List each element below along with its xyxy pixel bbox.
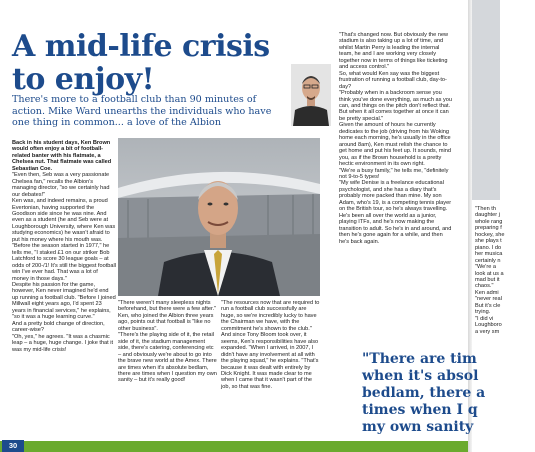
right-column-line: she plays t <box>475 238 502 245</box>
standfirst: There's more to a football club than 90 minutes of action. Mike Ward unearths the individuals who have one thing in common... a love of the Albion <box>12 94 272 129</box>
pull-quote-line: times when I q <box>362 402 478 418</box>
right-column-line: her musica <box>475 251 503 258</box>
right-page-photo <box>472 0 500 200</box>
right-column-line: hockey, she <box>475 231 505 238</box>
article-paragraph: "My wife Denise is a freelance educational psychologist, and she has a diary that's probably more packed than mine. My son Adam, who's 19, is a competing tennis player on the British tour, so he's always travelling. He's been all over the world as a junior, playing ITFs, and he's now making the transition to adult. So he's in and around, and then he's gone again for a while, and then he's back again. <box>339 180 452 245</box>
article-paragraph: Despite his passion for the game, however, Ken never imagined he'd end up running a football club. "Before I joined Millwall eight years ago, I'd spent 23 years in financial services," he explains, "so it was a huge learning curve." <box>12 281 116 321</box>
right-column-line: But it's cle <box>475 302 501 309</box>
article-paragraph: So, what would Ken say was the biggest frustration of running a football club, day-to-day? <box>339 70 447 90</box>
right-column-line: "never real <box>475 296 502 303</box>
article-paragraph: "There's the playing side of it, the retail side of it, the stadium management side, there's catering, conferencing etc – and obviously we're about to go into the brave new world at the Amex. There are times when it's absolute bedlam, there are times when I question my own sanity – but it's really good! <box>118 332 217 384</box>
page-number: 30 <box>2 440 24 452</box>
article-paragraph: "Probably when in a backroom sense you think you've done everything, as much as you can, and things on the pitch don't reflect that. But when it all comes together at once it can be pretty special." <box>339 90 453 122</box>
right-column-line: trying. <box>475 309 491 316</box>
right-column-line: "Then th <box>475 206 496 212</box>
ken-brown-portrait-image <box>118 138 320 296</box>
right-column-line: whole rang <box>475 218 503 225</box>
right-column-line: daughter j <box>475 212 500 219</box>
headline-line-1: A mid-life crisis <box>12 29 270 64</box>
article-paragraph: Given the amount of hours he currently dedicates to the job (driving from his Woking home each morning, he's usually in the office around 8am), Ken must relish the chance to get home and put his feet up. It sounds, mind you, as if the Brown household is a pretty hectic environment in its own right. <box>339 122 451 168</box>
right-column-line: look at us a <box>475 270 504 277</box>
article-paragraph: And a pretty bold change of direction, career-wise? <box>12 320 105 334</box>
article-paragraph: Ken was, and indeed remains, a proud Evertonian, having supported the Goodison side since he was nine. And even as a student (he and Seb were at Loughborough University, where Ken was studying economics) he wasn't afraid to put his money where his mouth was. <box>12 198 116 243</box>
right-column-line: chaos." <box>475 283 494 290</box>
article-paragraph: "The resources now that are required to run a football club successfully are huge, so we're incredibly lucky to have the Chairman we have, with the commitment he's shown to the club." <box>221 300 320 332</box>
article-paragraph: "There weren't many sleepless nights beforehand, but there were a few after." <box>118 300 217 313</box>
right-column-line: a very sm <box>475 328 500 335</box>
footer-bar <box>0 441 468 452</box>
article-paragraph: "That's changed now. But obviously the new stadium is also taking up a lot of time, and whilst Martin Perry is leading the internal team, he and I are working very closely together now in terms of things like ticketing and access control." <box>339 32 449 71</box>
article-paragraph: "Before the season started in 1977," he tells me, "I staked £1 on our striker Bob Latchford to score 30 league goals – at odds of 200-/1! It's still the biggest football win I've ever had. That was a lot of money in those days." <box>12 243 116 282</box>
pull-quote-line: bedlam, there a <box>362 385 486 401</box>
pull-quote-line: my own sanity <box>362 419 474 435</box>
article-paragraph: "Even then, Seb was a very passionate Chelsea fan," recalls the Albion's managing director, "so we certainly had our debates!" <box>12 172 110 198</box>
article-column-2 <box>118 300 218 384</box>
article-column-1 <box>12 140 116 353</box>
main-photo <box>118 138 320 296</box>
right-column-line: preparing f <box>475 225 502 232</box>
pull-quote-line: "There are tim <box>362 351 477 367</box>
right-column-line: "I did vi <box>475 315 494 322</box>
article-paragraph: Ken, who joined the Albion three years ago, points out that football is "like no other business". <box>118 312 214 332</box>
article-paragraph: "We're a busy family," he tells me, "definitely not 9-to-5 types! <box>339 167 449 180</box>
right-page <box>472 0 505 452</box>
right-column-line: mad but it <box>475 276 500 283</box>
article-paragraph: And since Tony Bloom took over, it seems, Ken's responsibilities have also expanded. "When I arrived, in 2007, I didn't have any involvement at all with the playing squad," he explains. "That's because it was dealt with entirely by Dick Knight. It was made clear to me when I came that it wasn't part of the job, so that was fine. <box>221 332 319 390</box>
article-intro: Back in his student days, Ken Brown would often enjoy a bit of football-related banter with his flatmate, a Chelsea nut. That flatmate was called Sebastian Coe. <box>12 140 112 172</box>
right-column-line: piano. I do <box>475 244 502 251</box>
right-page-column <box>475 206 535 335</box>
right-column-line: "We're a <box>475 264 496 271</box>
pull-quote-line: when it's absol <box>362 368 479 384</box>
headline <box>12 30 312 96</box>
right-column-line: Ken admi <box>475 289 499 296</box>
author-photo <box>291 64 331 126</box>
article-paragraph: "Oh, yes," he agrees. "It was a chasmic leap – a huge, huge change. I joke that it was my mid-life crisis! <box>12 333 114 353</box>
right-column-line: certainly n <box>475 257 501 264</box>
article-column-3 <box>221 300 321 390</box>
headline-line-2: to enjoy! <box>12 62 155 97</box>
article-column-4 <box>339 32 453 245</box>
author-portrait-image <box>291 64 331 126</box>
right-column-line: Loughboro <box>475 322 502 329</box>
